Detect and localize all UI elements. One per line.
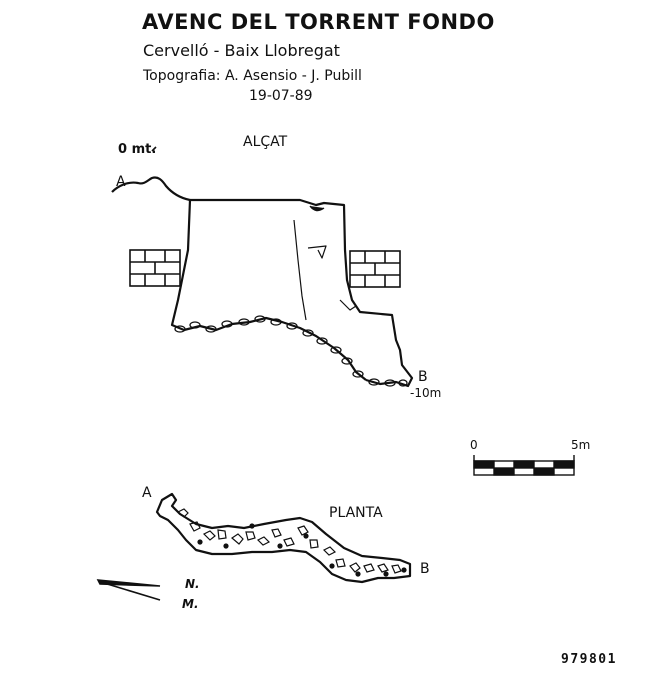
brick-wall-right	[350, 251, 400, 287]
north-label-n: N.	[185, 577, 200, 591]
cave-outline-elevation	[190, 200, 412, 386]
datum-label: 0 mt.	[118, 142, 157, 157]
elevation-label: ALÇAT	[243, 134, 288, 150]
survey-date: 19-07-89	[249, 88, 313, 104]
scale-start-label: 0	[470, 438, 478, 452]
point-b-plan: B	[420, 561, 430, 577]
survey-credits: Topografia: A. Asensio - J. Pubill	[143, 68, 362, 84]
reference-code: 979801	[561, 652, 617, 667]
depth-label: -10m	[410, 386, 442, 400]
scale-end-label: 5m	[571, 438, 591, 452]
point-a-plan: A	[142, 485, 152, 501]
north-arrow-head	[98, 580, 160, 586]
ceiling-feature	[310, 206, 324, 211]
plan-label: PLANTA	[329, 505, 383, 521]
page-title: AVENC DEL TORRENT FONDO	[142, 10, 495, 34]
north-arrow	[98, 580, 160, 600]
fracture-line	[294, 220, 306, 320]
boulder-floor	[175, 316, 407, 386]
fracture-line	[308, 246, 326, 258]
north-label-m: M.	[182, 597, 199, 611]
brick-wall-left	[130, 250, 180, 286]
scale-bar	[474, 455, 574, 475]
point-b-elevation: B	[418, 369, 428, 385]
point-a-elevation: A	[116, 174, 126, 190]
elevation-section	[112, 147, 412, 386]
location-subtitle: Cervelló - Baix Llobregat	[143, 41, 340, 60]
